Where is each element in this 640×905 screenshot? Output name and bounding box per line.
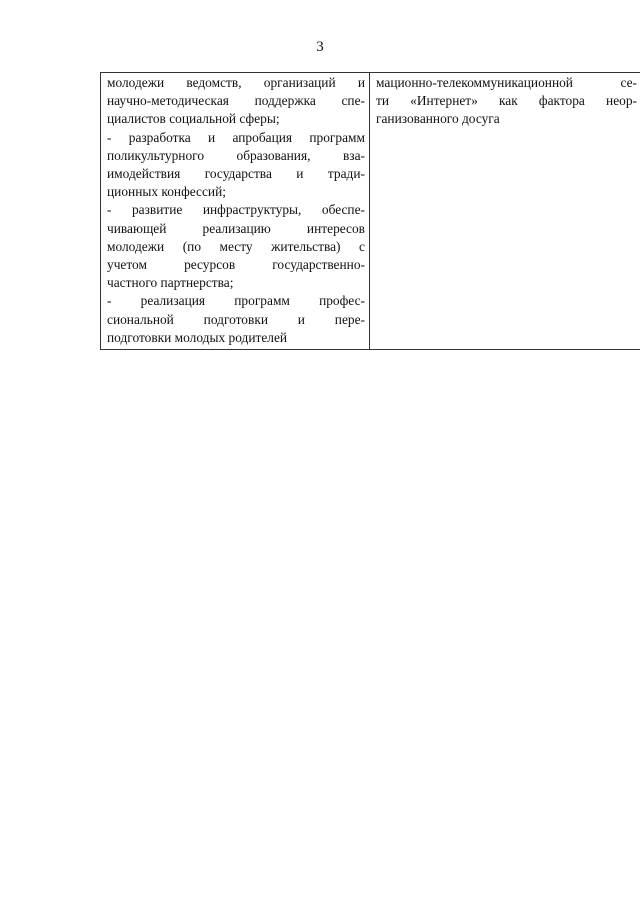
text-line: молодежи (по месту жительства) с: [107, 238, 365, 254]
text-line: учетом ресурсов государственно-: [107, 257, 365, 273]
text-line: - реализация программ профес-: [107, 293, 365, 309]
text-line: молодежи ведомств, организаций и: [107, 75, 365, 90]
table-cell-measures: [101, 73, 370, 350]
continuation-table: [100, 72, 640, 350]
text-line: мационно-телекоммуникационной се-: [376, 75, 637, 90]
table-cell-risks: [370, 73, 640, 350]
text-line: ганизованного досуга: [376, 111, 500, 127]
page-number: 3: [316, 39, 324, 55]
text-line: научно-методическая поддержка спе-: [107, 93, 365, 109]
text-line: ционных конфессий;: [107, 184, 226, 200]
text-line: ти «Интернет» как фактора неор-: [376, 93, 637, 109]
text-line: поликультурного образования, вза-: [107, 147, 365, 163]
text-line: - развитие инфраструктуры, обеспе-: [107, 202, 365, 218]
text-line: подготовки молодых родителей: [107, 329, 288, 345]
text-line: - разработка и апробация программ: [107, 129, 365, 145]
text-line: чивающей реализацию интересов: [107, 220, 365, 236]
text-line: частного партнерства;: [107, 275, 234, 291]
text-line: циалистов социальной сферы;: [107, 111, 280, 127]
text-line: сиональной подготовки и пере-: [107, 311, 365, 327]
table-row: [101, 73, 640, 350]
text-line: имодействия государства и тради-: [107, 166, 365, 182]
